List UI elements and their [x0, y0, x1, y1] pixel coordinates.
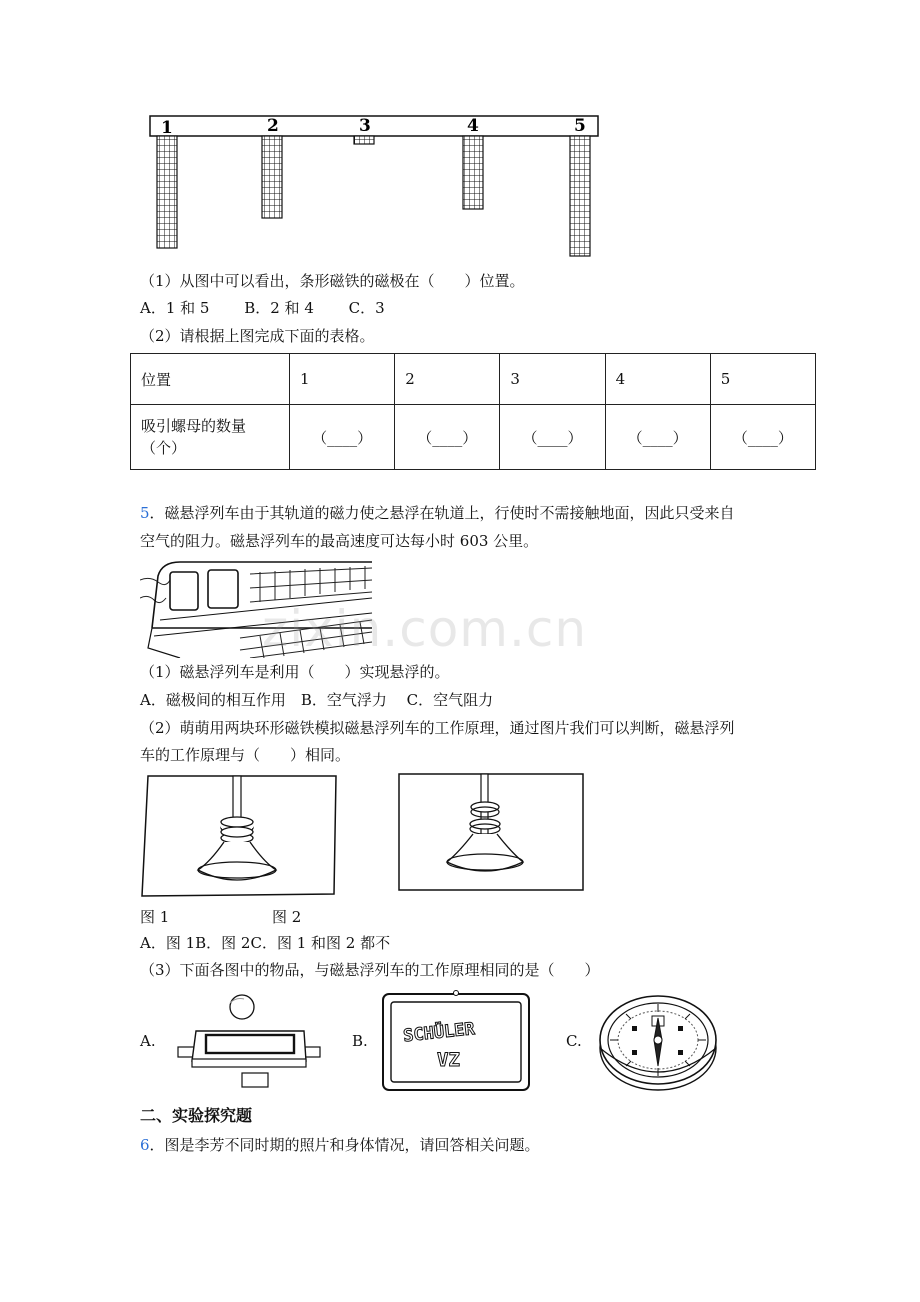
- q5-sub2-line2: 车的工作原理与（ ）相同。: [140, 746, 351, 764]
- table-blank-4[interactable]: [605, 405, 710, 470]
- pole-label-3: 3: [359, 116, 371, 136]
- table-header-count-line2: （个）: [141, 439, 187, 457]
- watermark: zixin.com.cn: [262, 600, 588, 658]
- q6-text-line: [140, 1135, 540, 1155]
- q5-intro-text1: ．磁悬浮列车由于其轨道的磁力使之悬浮在轨道上，行使时不需接触地面，因此只受来自: [149, 504, 735, 522]
- ring-magnet-figure-1: [140, 772, 340, 900]
- section-2-title: 二、实验探究题: [140, 1106, 253, 1125]
- table-blank-2[interactable]: [395, 405, 500, 470]
- table-header-position: 位置: [131, 354, 290, 405]
- q6-number: 6: [140, 1136, 150, 1154]
- q5-sub1: （1）磁悬浮列车是利用（ ）实现悬浮的。: [140, 663, 450, 681]
- table-cell-pos-2: 2: [395, 354, 500, 405]
- table-cell-pos-1: 1: [290, 354, 395, 405]
- board-text-vz: VZ: [437, 1049, 460, 1071]
- ring-magnet-figure-2: [395, 772, 587, 892]
- q4-sub1-options: A．1 和 5 B．2 和 4 C．3: [140, 299, 385, 317]
- option-a-levitating-ball-image: [172, 993, 327, 1093]
- table-cell-pos-3: 3: [500, 354, 605, 405]
- table-blank-3[interactable]: [500, 405, 605, 470]
- q4-sub2: （2）请根据上图完成下面的表格。: [140, 327, 375, 345]
- blank-4: （____）: [627, 428, 688, 447]
- q5-intro-line2: 空气的阻力。磁悬浮列车的最高速度可达每小时 603 公里。: [140, 532, 539, 550]
- fig2-caption: 图 2: [272, 908, 302, 926]
- q5-intro-line1: [140, 503, 735, 523]
- pole-label-5: 5: [574, 116, 586, 136]
- blank-1: （____）: [312, 428, 373, 447]
- pole-label-1: 1: [161, 118, 173, 138]
- table-header-count: [131, 405, 290, 470]
- option-a-label: A.: [140, 1032, 156, 1050]
- table-cell-pos-4: 4: [605, 354, 710, 405]
- q5-sub1-options: A．磁极间的相互作用 B．空气浮力 C．空气阻力: [140, 691, 494, 709]
- table-blank-5[interactable]: [710, 405, 815, 470]
- fig1-caption: 图 1: [140, 908, 170, 926]
- pole-label-2: 2: [267, 116, 279, 136]
- q6-text: ．图是李芳不同时期的照片和身体情况，请回答相关问题。: [149, 1136, 540, 1154]
- blank-3: （____）: [522, 428, 583, 447]
- q5-sub2-line1: （2）萌萌用两块环形磁铁模拟磁悬浮列车的工作原理，通过图片我们可以判断，磁悬浮列: [140, 719, 735, 737]
- q5-sub2-options: A．图 1B．图 2C．图 1 和图 2 都不: [140, 934, 391, 952]
- nut-count-table: [130, 353, 816, 470]
- q5-number: 5: [140, 504, 150, 522]
- table-blank-1[interactable]: [290, 405, 395, 470]
- board-text-schuler: SCHÜLER: [402, 1019, 476, 1047]
- q4-sub1: （1）从图中可以看出，条形磁铁的磁极在（ ）位置。: [140, 272, 525, 290]
- q5-sub3: （3）下面各图中的物品，与磁悬浮列车的工作原理相同的是（ ）: [140, 961, 600, 979]
- blank-2: （____）: [417, 428, 478, 447]
- option-c-label: C.: [566, 1032, 582, 1050]
- table-header-count-line1: 吸引螺母的数量: [141, 417, 247, 435]
- option-b-label: B.: [352, 1032, 368, 1050]
- blank-5: （____）: [732, 428, 793, 447]
- option-c-compass-image: [596, 988, 720, 1094]
- option-b-magnetic-board-image: [381, 990, 531, 1092]
- table-cell-pos-5: 5: [710, 354, 815, 405]
- pole-label-4: 4: [467, 116, 479, 136]
- magnet-nail-figure: [140, 110, 610, 265]
